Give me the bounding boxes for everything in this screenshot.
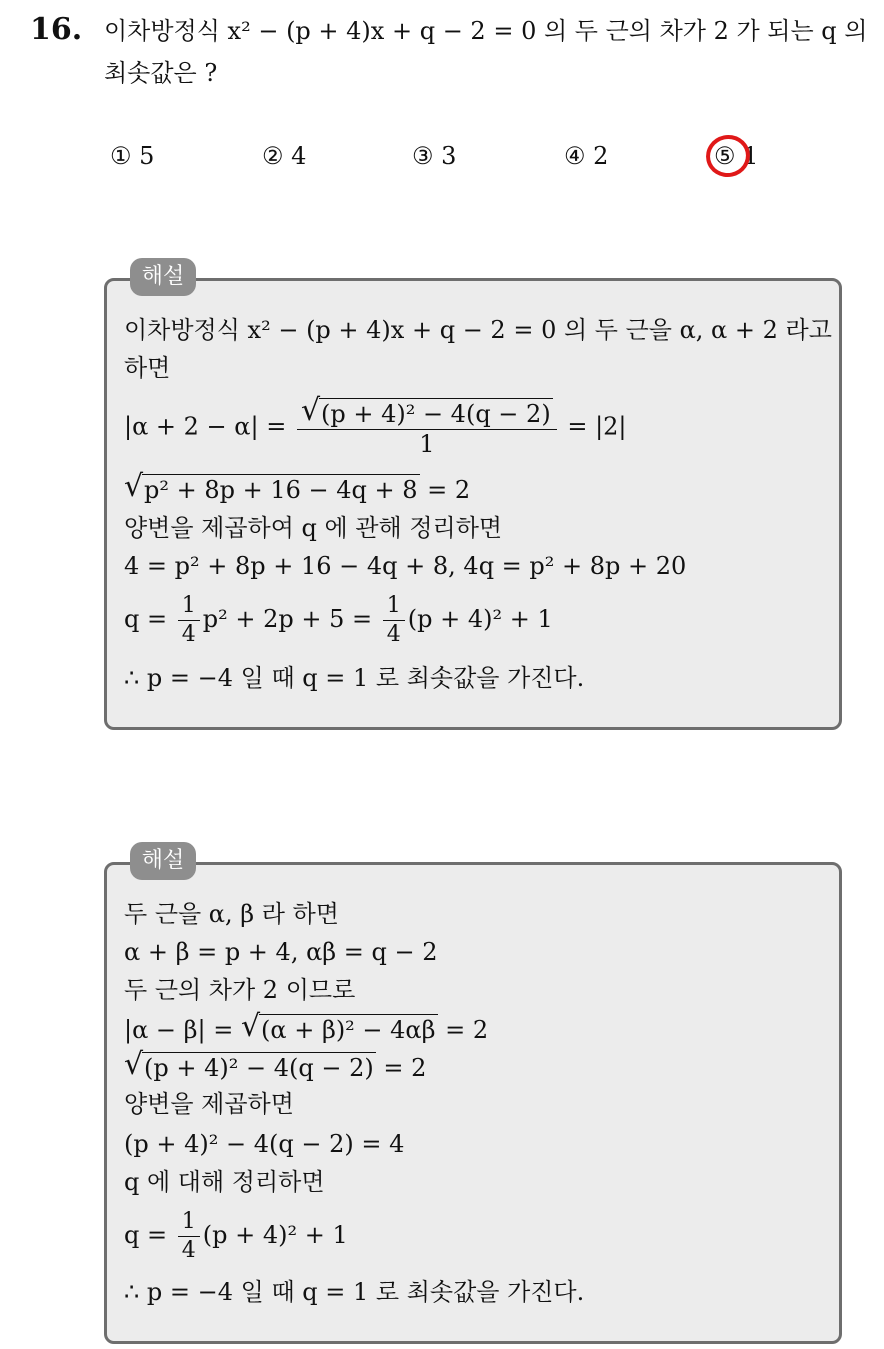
sqrt-expression: √ (p + 4)² − 4(q − 2): [124, 1047, 374, 1082]
sqrt-icon: √: [300, 393, 321, 428]
choice-value: 5: [139, 142, 155, 170]
solution2-line6: 양변을 제곱하면: [124, 1090, 294, 1118]
choice-mark: ④: [564, 142, 586, 170]
abs-result: = |2|: [567, 412, 627, 441]
solution1-line3: [124, 393, 627, 458]
question-text-line2: 최솟값은 ?: [104, 59, 218, 87]
solution1-line5: 양변을 제곱하여 q 에 관해 정리하면: [124, 514, 503, 542]
selected-answer-circle-icon: [702, 131, 754, 181]
solution2-line1: 두 근을 α, β 라 하면: [124, 900, 339, 928]
choice-value: 3: [441, 142, 457, 170]
solution2-line7: (p + 4)² − 4(q − 2) = 4: [124, 1130, 405, 1158]
choice-mark: ①: [110, 142, 132, 170]
choice-value: 2: [593, 142, 609, 170]
solution2-line2: α + β = p + 4, αβ = q − 2: [124, 938, 438, 966]
solution2-line9: q = $\frac{1}{4}$ (p + 4)² + 1: [124, 1209, 348, 1263]
question-number: 16.: [30, 12, 83, 47]
fraction: $\frac{1}{4}$: [178, 1208, 200, 1265]
sqrt-icon: √: [124, 1047, 144, 1082]
choice-4[interactable]: [564, 142, 608, 170]
solution1-line1: 이차방정식 x² − (p + 4)x + q − 2 = 0 의 두 근을 α, α + 2 라고: [124, 316, 832, 344]
sqrt-icon: √: [241, 1009, 261, 1044]
choice-value: 1: [743, 142, 759, 170]
abs-expression: |α + 2 − α| =: [124, 412, 287, 441]
solution1-line6: 4 = p² + 8p + 16 − 4q + 8, 4q = p² + 8p + 20: [124, 552, 687, 580]
sqrt-icon: √: [124, 469, 144, 504]
choice-mark: ⑤: [714, 142, 736, 170]
choice-1[interactable]: [110, 142, 154, 170]
solution1-conclusion: ∴ p = −4 일 때 q = 1 로 최솟값을 가진다.: [124, 664, 585, 692]
sqrt-expression: √ (α + β)² − 4αβ: [241, 1009, 436, 1044]
solution2-line5: √ (p + 4)² − 4(q − 2) = 2: [124, 1047, 427, 1082]
choice-mark: ③: [412, 142, 434, 170]
sqrt-expression: √ (p + 4)² − 4(q − 2): [300, 393, 551, 428]
solution2-line4: |α − β| = √ (α + β)² − 4αβ = 2: [124, 1009, 489, 1044]
fraction: √ (p + 4)² − 4(q − 2) 1: [297, 398, 557, 458]
choice-value: 4: [291, 142, 307, 170]
choice-mark: ②: [262, 142, 284, 170]
solution2-conclusion: ∴ p = −4 일 때 q = 1 로 최솟값을 가진다.: [124, 1278, 585, 1306]
question-text-line1: 이차방정식 x² − (p + 4)x + q − 2 = 0 의 두 근의 차가 2 가 되는 q 의: [104, 17, 868, 45]
fraction: $\frac{1}{4}$: [178, 592, 200, 649]
solution1-line4: √ p² + 8p + 16 − 4q + 8 = 2: [124, 469, 471, 504]
solution2-line3: 두 근의 차가 2 이므로: [124, 976, 356, 1004]
solution1-line7: q = $\frac{1}{4}$ p² + 2p + 5 = $\frac{1}{4}$ (p + 4)² + 1: [124, 593, 553, 647]
sqrt-expression: √ p² + 8p + 16 − 4q + 8: [124, 469, 418, 504]
fraction: $\frac{1}{4}$: [383, 592, 405, 649]
choice-2[interactable]: [262, 142, 306, 170]
choice-3[interactable]: [412, 142, 456, 170]
solution2-line8: q 에 대해 정리하면: [124, 1168, 325, 1196]
solution1-line2: 하면: [124, 354, 171, 382]
solution-tab-1: 해설: [130, 258, 196, 296]
solution-tab-2: 해설: [130, 842, 196, 880]
